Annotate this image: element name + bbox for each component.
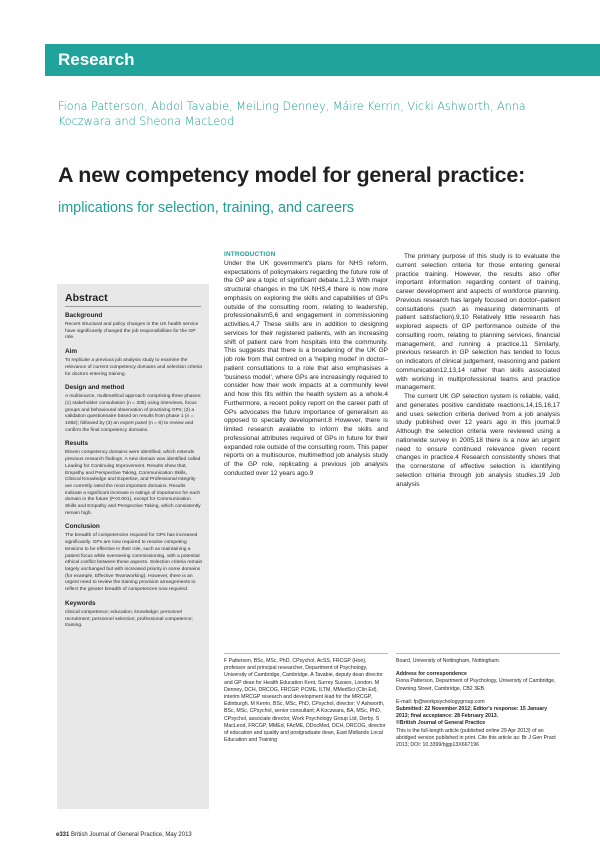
article-title: A new competency model for general practice: — [58, 163, 526, 187]
abstract-box — [57, 284, 209, 809]
abstract-body — [65, 312, 203, 636]
abstract-section-text: Eleven competency domains were identified, which extends previous research findings. A new domain was identified called Leading for Continuing Improvement. Results show that, Empathy and Perspective Taking, Communication Skills, Clinical Knowledge and Expertise, and Professional Integrity are currently rated the most important domains. Results indicate a significant increase in ratings of importance for each domain in the future (P<0.001), except for Communication Skills and Empathy and Perspective Taking, which consistently remain high. — [65, 450, 201, 516]
abstract-section-aim — [65, 348, 203, 378]
body-column-2 — [396, 253, 560, 489]
section-label: Research — [58, 50, 135, 69]
abstract-section-heading: Background — [65, 312, 103, 319]
page-footer — [56, 832, 192, 838]
author-affiliations — [224, 658, 388, 744]
abstract-section-results — [65, 440, 203, 517]
abstract-section-heading: Aim — [65, 348, 78, 356]
page-number: e331 — [56, 832, 70, 838]
correspondence-address: Fiona Patterson, Department of Psychology, University of Cambridge, Downing Street, Cambridge, CB2 3EB. — [396, 678, 556, 692]
footnote-divider — [396, 653, 560, 654]
abstract-section-heading: Keywords — [65, 599, 96, 607]
correspondence-block — [396, 658, 560, 749]
body-paragraph: The primary purpose of this study is to evaluate the current selection criteria for those entering general practice training. However, the results also offer important information regarding content of training, career development and aspects of workforce planning. Previous research has largely focused on doctor–patient consultations (such as measuring determinants of patient satisfaction).9,10 Relatively little research has explored aspects of GP performance outside of the consulting room, relating to planning services, financial management, and running a practice.11 Similarly, previous research in GP selection has tended to focus on indicators of clinical judgement, reasoning and patient communication12,13,14 rather than skills associated with working in multiprofessional teams and practice management. — [396, 253, 560, 392]
abstract-section-text: The breadth of competencies required for GPs has increased significantly. GPs are now required to resolve competing tensions to be effective in their role, such as maintaining a patient focus while overseeing commissioning, with a potential ethical conflict between these aspects. Selection criteria remain largely unchanged but with increased priority in some domains (for example, Effective Teamworking). However, there is an urgent need to review the training provision arrangements to reflect the greater breadth of competences now required. — [65, 533, 203, 593]
body-paragraph: Under the UK government's plans for NHS reform, expectations of policymakers regarding the future role of the GP are a topic of significant debate.1,2,3 With major structural changes in the UK NHS,4 there is now more emphasis on exploring the skills and capabilities of GPs outside of the consulting room, relating to leadership, professionalism5,6 and engagement in commissioning activities.4,7 These skills are in addition to designing services for their registered patients, with an increasing shift of patient care from hospitals into the community. This suggests that there is a broadening of the UK GP job role from that centred on a 'helping model' in doctor–patient consultations to a role that also emphasises a 'business model', where GPs are increasingly required to consider how their work impacts at a community level and how this fits within the health system as a whole.4 Furthermore, a recent policy report on the career path of GPs advocates the future importance of generalism as opposed to specialty development.8 However, there is limited research available to inform the skills and professional attributes required of GPs in future for their expanded role outside of the consulting room. This paper reports on a multisource, multimethod job analysis study of the GP role, replicating a previous job analysis conducted over 12 years ago.9 — [224, 259, 388, 477]
abstract-section-text: Recent structural and policy changes in the UK health service have significantly changed the job responsibilities for the GP role. — [65, 322, 199, 341]
section-band — [45, 44, 600, 76]
abstract-section-text: A multisource, multimethod approach comprising three phases: (1) stakeholder consultation (n = 305) using interviews, focus groups and behavioural observation of practising GPs; (2) a validation questionnaire based on results from phase 1 (n = 1082); followed by (3) an expert panel (n = 6) to review and confirm the final competency domains. — [65, 394, 202, 433]
journal-name: British Journal of General Practice, May 2013 — [71, 832, 192, 838]
affiliations-text: F Patterson, BSc, MSc, PhD, CPsychol, AcSS, FRCGP (Hon), professor and principal researcher, Department of Psychology, University of Cambridge, Cambridge. A Tavabie, deputy dean director and GP dean for Health Education Kent, Surrey Sussex, London. M Denney, DCH, DRCOG, FRCGP, PCME, ILTM, MMedSci (Clin Ed), interim MRCGP research and development lead for the MRCGP, Edinburgh. M Kerrin, BSc, MSc, PhD, CPsychol, director; V Ashworth, BSc, MSc, CPsychol, senior consultant; A Koczwara, BA, MSc, PhD, CPsychol, associate director, Work Psychology Group Ltd, Derby. S MacLeod, FRCGP, MMEd, FAcME, DDocMed, DCH, DRCOG, director of education and quality and postgraduate dean, East Midlands Local Education and Training — [224, 658, 386, 744]
abstract-section-background — [65, 312, 203, 342]
abstract-section-heading: Conclusion — [65, 523, 100, 531]
submission-dates: Submitted: 22 November 2012; Editor's response: 15 January 2013; final acceptance: 28 February 2013. — [396, 706, 548, 720]
full-length-note: This is the full-length article (published online 29 Apr 2013) of an abridged version published in print. Cite this article as: Br J Gen Pract 2013; DOI: 10.3399/bjgp13X667196 — [396, 727, 556, 749]
abstract-section-text: To replicate a previous job analysis study to examine the relevance of current competency domains and selection criteria for doctors entering training. — [65, 358, 203, 377]
copyright-notice: ©British Journal of General Practice — [396, 720, 486, 727]
body-column-1 — [224, 251, 388, 479]
section-heading-introduction: INTRODUCTION — [224, 251, 276, 258]
abstract-section-design — [65, 384, 203, 434]
correspondence-heading: Address for correspondence — [396, 671, 467, 678]
author-list: Fiona Patterson, Abdol Tavabie, MeiLing Denney, Máire Kerrin, Vicki Ashworth, Anna Koczwara and Sheona MacLeod — [58, 100, 526, 128]
correspondence-email: E-mail: fp@workpsychologygroup.com — [396, 698, 485, 705]
abstract-heading: Abstract — [65, 292, 108, 304]
abstract-section-text: clinical competence; education; knowledge; personnel recruitment; personnel selection; professional competence; training. — [65, 609, 193, 629]
body-paragraph: The current UK GP selection system is reliable, valid, and generates positive candidate reactions,14,15,16,17 and uses selection criteria derived from a job analysis study published over 12 years ago in this journal.9 Although the selection criteria were reviewed using a nationwide survey in 2005,18 there is a now an urgent need to ensure continued relevance given recent changes in practice.4 Research consistently shows that the cornerstone of effective selection is identifying selection criteria through job analysis studies.19 Job analysis — [396, 393, 560, 488]
abstract-section-keywords — [65, 600, 203, 630]
article-subtitle: implications for selection, training, and careers — [58, 200, 354, 216]
abstract-section-heading: Design and method — [65, 384, 125, 392]
abstract-section-heading: Results — [65, 440, 89, 448]
abstract-divider — [65, 306, 201, 307]
affiliations-continued: Board, University of Nottingham, Nottingham. — [396, 658, 501, 664]
abstract-section-conclusion — [65, 523, 203, 593]
footnote-divider — [224, 653, 388, 654]
